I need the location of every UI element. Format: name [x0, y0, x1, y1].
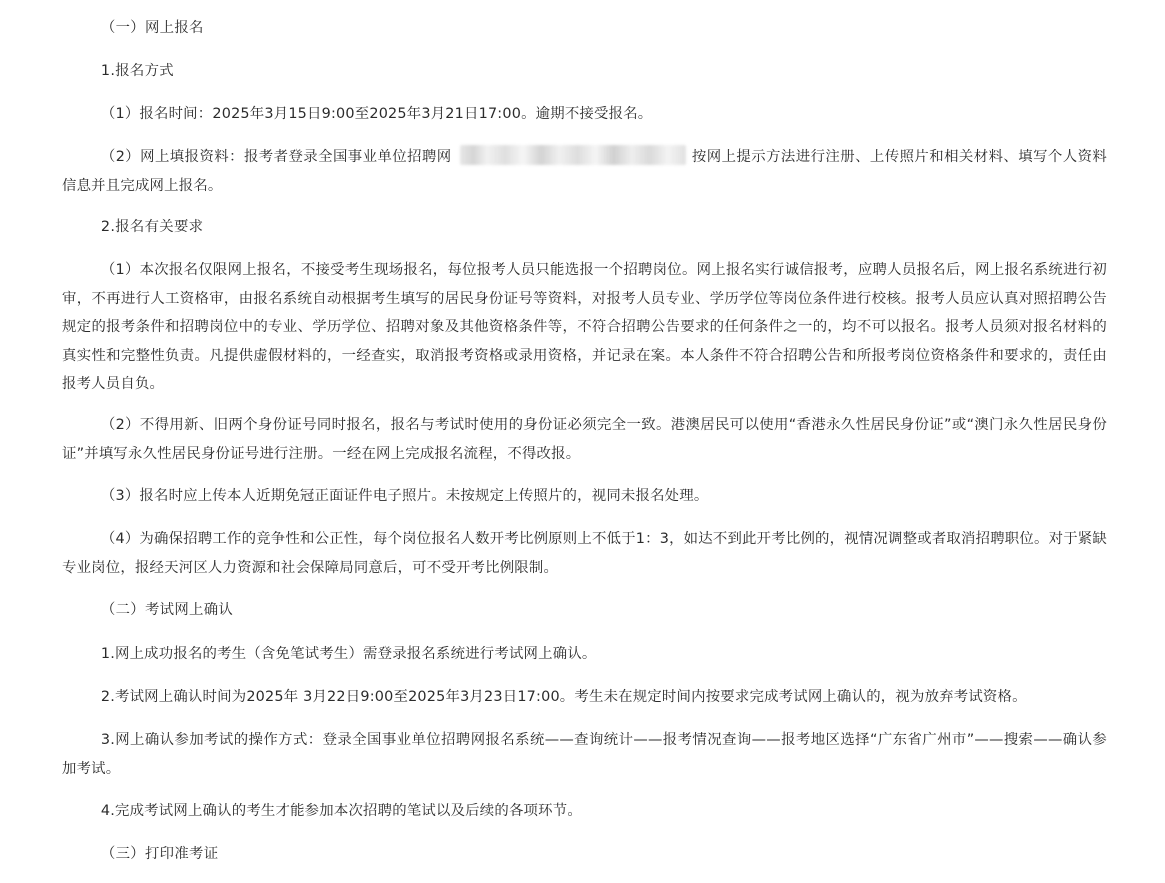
section-heading-exam-confirmation: （二）考试网上确认 [100, 602, 234, 618]
subheading-registration-requirements: 2.报名有关要求 [100, 219, 204, 235]
paragraph-confirmation-2: 2.考试网上确认时间为2025年 3月22日9:00至2025年3月23日17:00。考生未在规定时间内按要求完成考试网上确认的，视为放弃考试资格。 [100, 689, 1027, 705]
redacted-url [460, 145, 686, 165]
paragraph-requirement-3: （3）报名时应上传本人近期免冠正面证件电子照片。未按规定上传照片的，视同未报名处理。 [100, 488, 709, 504]
paragraph-confirmation-1: 1.网上成功报名的考生（含免笔试考生）需登录报名系统进行考试网上确认。 [100, 646, 597, 662]
paragraph-requirement-4: （4）为确保招聘工作的竞争性和公正性，每个岗位报名人数开考比例原则上不低于1：3，如达不到此开考比例的，视情况调整或者取消招聘职位。对于紧缺专业岗位，报经天河区人力资源和社会保障局同意后，可不受开考比例限制。 [62, 531, 1107, 576]
paragraph-requirement-1: （1）本次报名仅限网上报名，不接受考生现场报名，每位报考人员只能选报一个招聘岗位。网上报名实行诚信报考，应聘人员报名后，网上报名系统进行初审，不再进行人工资格审，由报名系统自动根据考生填写的居民身份证号等资料，对报考人员专业、学历学位等岗位条件进行校核。报考人员应认真对照招聘公告规定的报考条件和招聘岗位中的专业、学历学位、招聘对象及其他资格条件等，不符合招聘公告要求的任何条件之一的，均不可以报名。报考人员须对报名材料的真实性和完整性负责。凡提供虚假材料的，一经查实，取消报考资格或录用资格，并记录在案。本人条件不符合招聘公告和所报考岗位资格条件和要求的，责任由报考人员自负。 [62, 262, 1107, 392]
paragraph-requirement-2: （2）不得用新、旧两个身份证号同时报名，报名与考试时使用的身份证必须完全一致。港澳居民可以使用“香港永久性居民身份证”或“澳门永久性居民身份证”并填写永久性居民身份证号进行注册。一经在网上完成报名流程，不得改报。 [62, 417, 1107, 462]
paragraph-online-filling [62, 143, 1107, 200]
section-heading-print-admission-ticket: （三）打印准考证 [100, 846, 219, 862]
paragraph-registration-time: （1）报名时间：2025年3月15日9:00至2025年3月21日17:00。逾期不接受报名。 [100, 106, 653, 122]
paragraph-confirmation-3: 3.网上确认参加考试的操作方式：登录全国事业单位招聘网报名系统——查询统计——报考情况查询——报考地区选择“广东省广州市”——搜索——确认参加考试。 [62, 732, 1107, 777]
online-filling-text-before: （2）网上填报资料：报考者登录全国事业单位招聘网 [100, 149, 452, 165]
section-heading-online-registration: （一）网上报名 [100, 20, 204, 36]
paragraph-confirmation-4: 4.完成考试网上确认的考生才能参加本次招聘的笔试以及后续的各项环节。 [100, 803, 582, 819]
subheading-registration-method: 1.报名方式 [100, 63, 174, 79]
online-filling-text-after: 按网上提示方法进行注册、上传照片和相关材料、填写个人资料信息并且完成网上报名。 [62, 149, 1107, 194]
